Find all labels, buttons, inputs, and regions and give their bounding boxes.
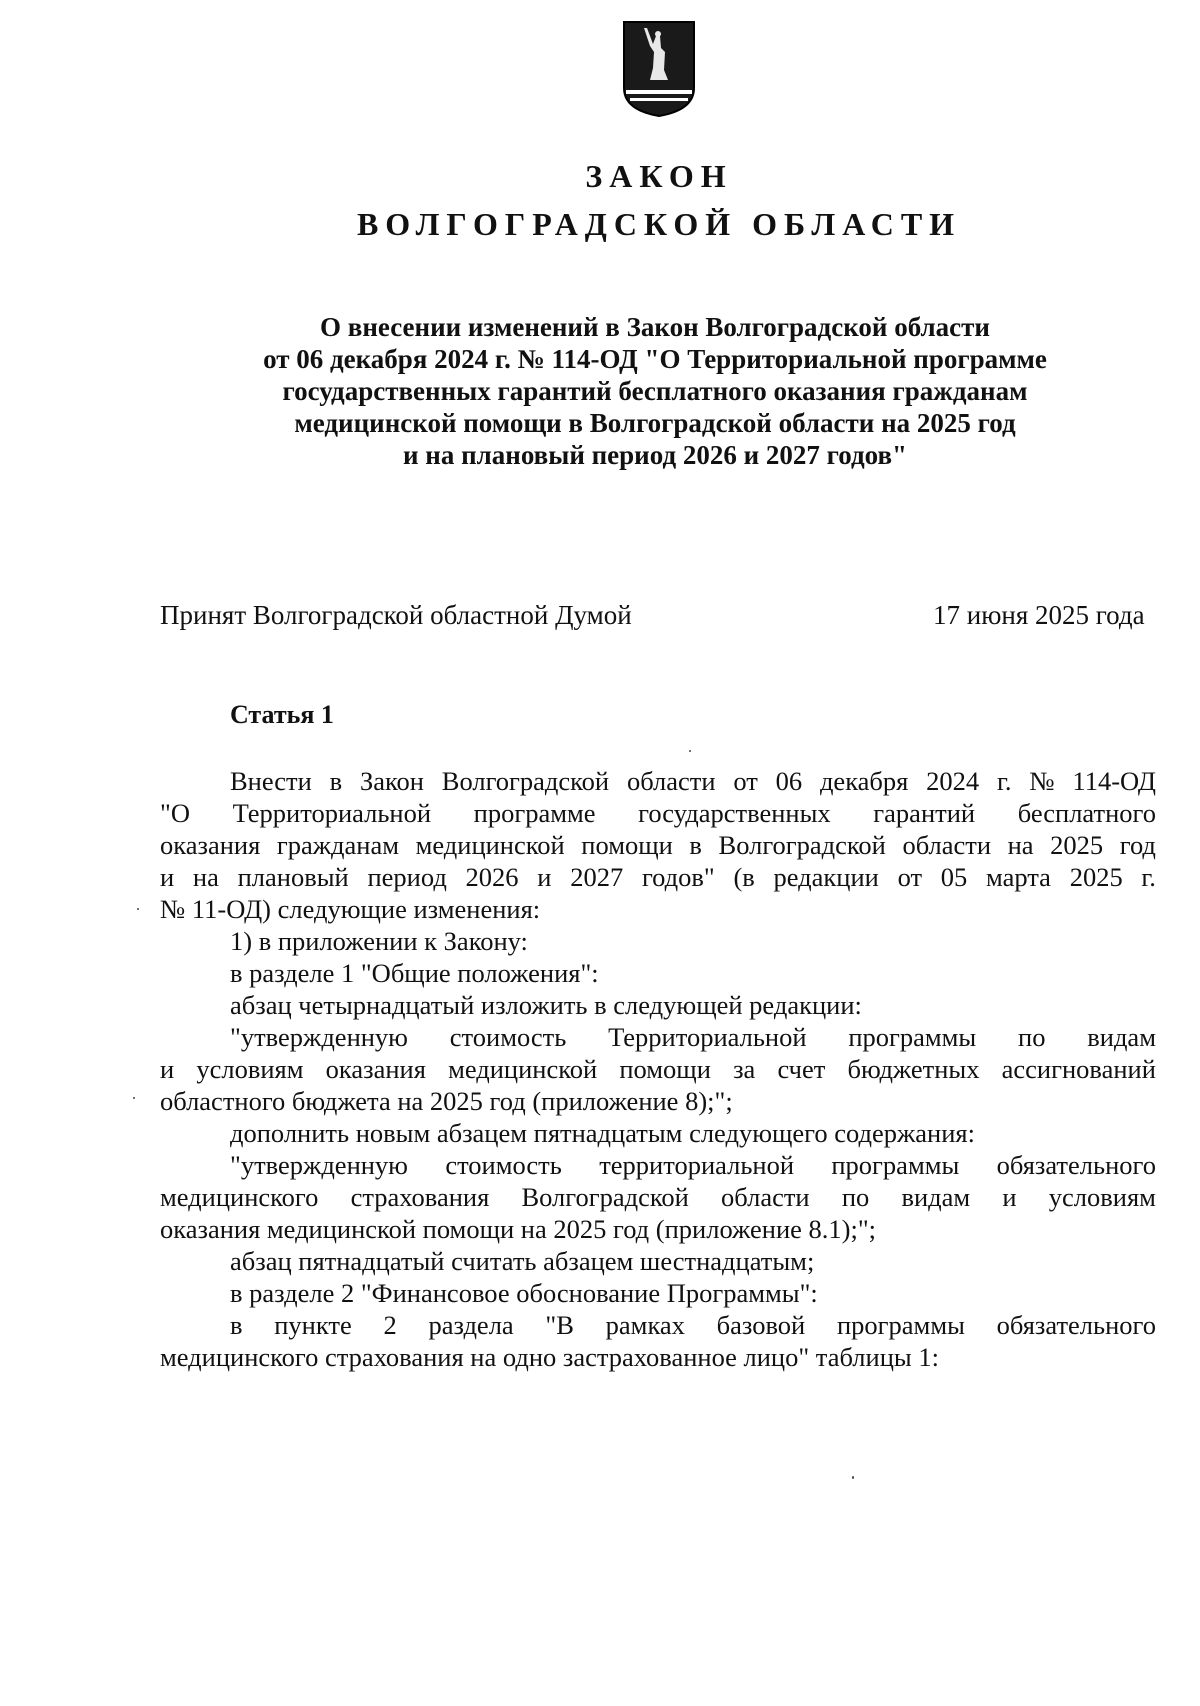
word: 2026 [465, 862, 519, 892]
word: помощи [581, 830, 673, 860]
word: страхования [350, 1182, 490, 1212]
word: по [1018, 1022, 1046, 1052]
word: обязательного [996, 1150, 1156, 1180]
word: на [192, 862, 219, 892]
word: пункте [274, 1310, 352, 1340]
word: государственных [638, 798, 831, 828]
article-line [160, 829, 1156, 861]
word: от [733, 766, 758, 796]
scan-speck [689, 750, 691, 752]
word: стоимость [449, 1022, 567, 1052]
word: марта [986, 862, 1051, 892]
article-line [230, 1149, 1156, 1181]
word: ассигнований [1001, 1054, 1156, 1084]
word: бюджетных [847, 1054, 980, 1084]
article-line: абзац пятнадцатый считать абзацем шестнадцатым; [230, 1246, 815, 1276]
article-line: дополнить новым абзацем пятнадцатым следующего содержания: [230, 1118, 975, 1148]
word: Территориальной [232, 798, 432, 828]
adoption-date: 17 июня 2025 года [933, 600, 1145, 630]
word: за [733, 1054, 756, 1084]
article-line: 1) в приложении к Закону: [230, 926, 528, 956]
word: программы [831, 1150, 960, 1180]
word: и [1002, 1182, 1017, 1212]
word: Волгоградской [718, 830, 886, 860]
word: оказания [325, 1054, 426, 1084]
word: "О [160, 798, 190, 828]
word: Волгоградской [521, 1182, 689, 1212]
word: программе [473, 798, 596, 828]
word: области [721, 1182, 810, 1212]
word: счет [777, 1054, 826, 1084]
word: обязательного [996, 1310, 1156, 1340]
word: 2025 [1069, 862, 1123, 892]
word: по [841, 1182, 870, 1212]
word: базовой [716, 1310, 806, 1340]
adopted-by-label: Принят Волгоградской областной Думой [160, 600, 632, 630]
article-line [160, 1053, 1156, 1085]
word: раздела [428, 1310, 514, 1340]
article-line: № 11-ОД) следующие изменения: [160, 894, 541, 924]
article-line: медицинского страхования на одно застрахованное лицо" таблицы 1: [160, 1342, 939, 1372]
word: помощи [619, 1054, 711, 1084]
word: видам [901, 1182, 971, 1212]
word: бесплатного [1017, 798, 1156, 828]
word: Территориальной [608, 1022, 807, 1052]
word: на [1007, 830, 1034, 860]
word: программы [836, 1310, 965, 1340]
word: Закон [359, 766, 424, 796]
word: в [689, 830, 702, 860]
law-title-line: медицинской помощи в Волгоградской области на 2025 год [294, 408, 1016, 438]
article-line: оказания медицинской помощи на 2025 год (приложение 8.1);"; [160, 1214, 877, 1244]
article-line: областного бюджета на 2025 год (приложение 8);"; [160, 1086, 733, 1116]
word: стоимость [445, 1150, 562, 1180]
law-title-line: государственных гарантий бесплатного оказания гражданам [282, 376, 1028, 406]
article-heading: Статья 1 [230, 700, 334, 729]
word: Волгоградской [441, 766, 610, 796]
word: период [367, 862, 447, 892]
word: 2025 [1050, 830, 1104, 860]
coat-of-arms-emblem [620, 18, 698, 118]
article-line [230, 1021, 1156, 1053]
word: рамках [605, 1310, 685, 1340]
article-line [230, 765, 1156, 797]
word: территориальной [599, 1150, 795, 1180]
word: условиям [196, 1054, 304, 1084]
word: "В [545, 1310, 574, 1340]
word: гарантий [873, 798, 976, 828]
word: 114-ОД [1072, 766, 1156, 796]
article-line: абзац четырнадцатый изложить в следующей редакции: [230, 990, 862, 1020]
word: годов" [641, 862, 715, 892]
word: 2 [383, 1310, 397, 1340]
word: и [160, 1054, 175, 1084]
law-title-line: и на плановый период 2026 и 2027 годов" [402, 440, 908, 470]
article-line: в разделе 1 "Общие положения": [230, 958, 599, 988]
article-line [160, 861, 1156, 893]
word: г. [996, 766, 1012, 796]
word: декабря [819, 766, 909, 796]
law-title-line: О внесении изменений в Закон Волгоградской области [320, 312, 990, 342]
article-line [160, 797, 1156, 829]
article-line [160, 1181, 1156, 1213]
word: от [897, 862, 923, 892]
scan-speck [137, 908, 139, 910]
scan-speck [133, 1097, 135, 1099]
word: 06 [775, 766, 803, 796]
word: условиям [1048, 1182, 1156, 1212]
word: Внести [230, 766, 312, 796]
word: редакции [773, 862, 879, 892]
word: в [329, 766, 343, 796]
word: области [902, 830, 992, 860]
word: "утвержденную [230, 1150, 408, 1180]
word: и [537, 862, 552, 892]
word: видам [1087, 1022, 1156, 1052]
scan-speck [852, 1476, 854, 1479]
word: (в [733, 862, 755, 892]
word: и [160, 862, 175, 892]
word: г. [1141, 862, 1156, 892]
word: плановый [237, 862, 349, 892]
article-line: в разделе 2 "Финансовое обоснование Программы": [230, 1278, 818, 1308]
word: медицинской [448, 1054, 598, 1084]
word: медицинского [160, 1182, 319, 1212]
word: год [1119, 830, 1156, 860]
word: "утвержденную [230, 1022, 408, 1052]
word: программы [848, 1022, 977, 1052]
word: 2024 [926, 766, 980, 796]
law-title-line: от 06 декабря 2024 г. № 114-ОД "О Территориальной программе [263, 344, 1047, 374]
word: гражданам [276, 830, 400, 860]
region-heading: ВОЛГОГРАДСКОЙ ОБЛАСТИ [356, 206, 962, 242]
word: 2027 [570, 862, 624, 892]
word: оказания [160, 830, 261, 860]
document-type-heading: ЗАКОН [585, 158, 733, 194]
word: 05 [940, 862, 968, 892]
word: № [1029, 766, 1055, 796]
article-line [230, 1309, 1156, 1341]
word: медицинской [415, 830, 565, 860]
word: в [230, 1310, 243, 1340]
word: области [626, 766, 716, 796]
